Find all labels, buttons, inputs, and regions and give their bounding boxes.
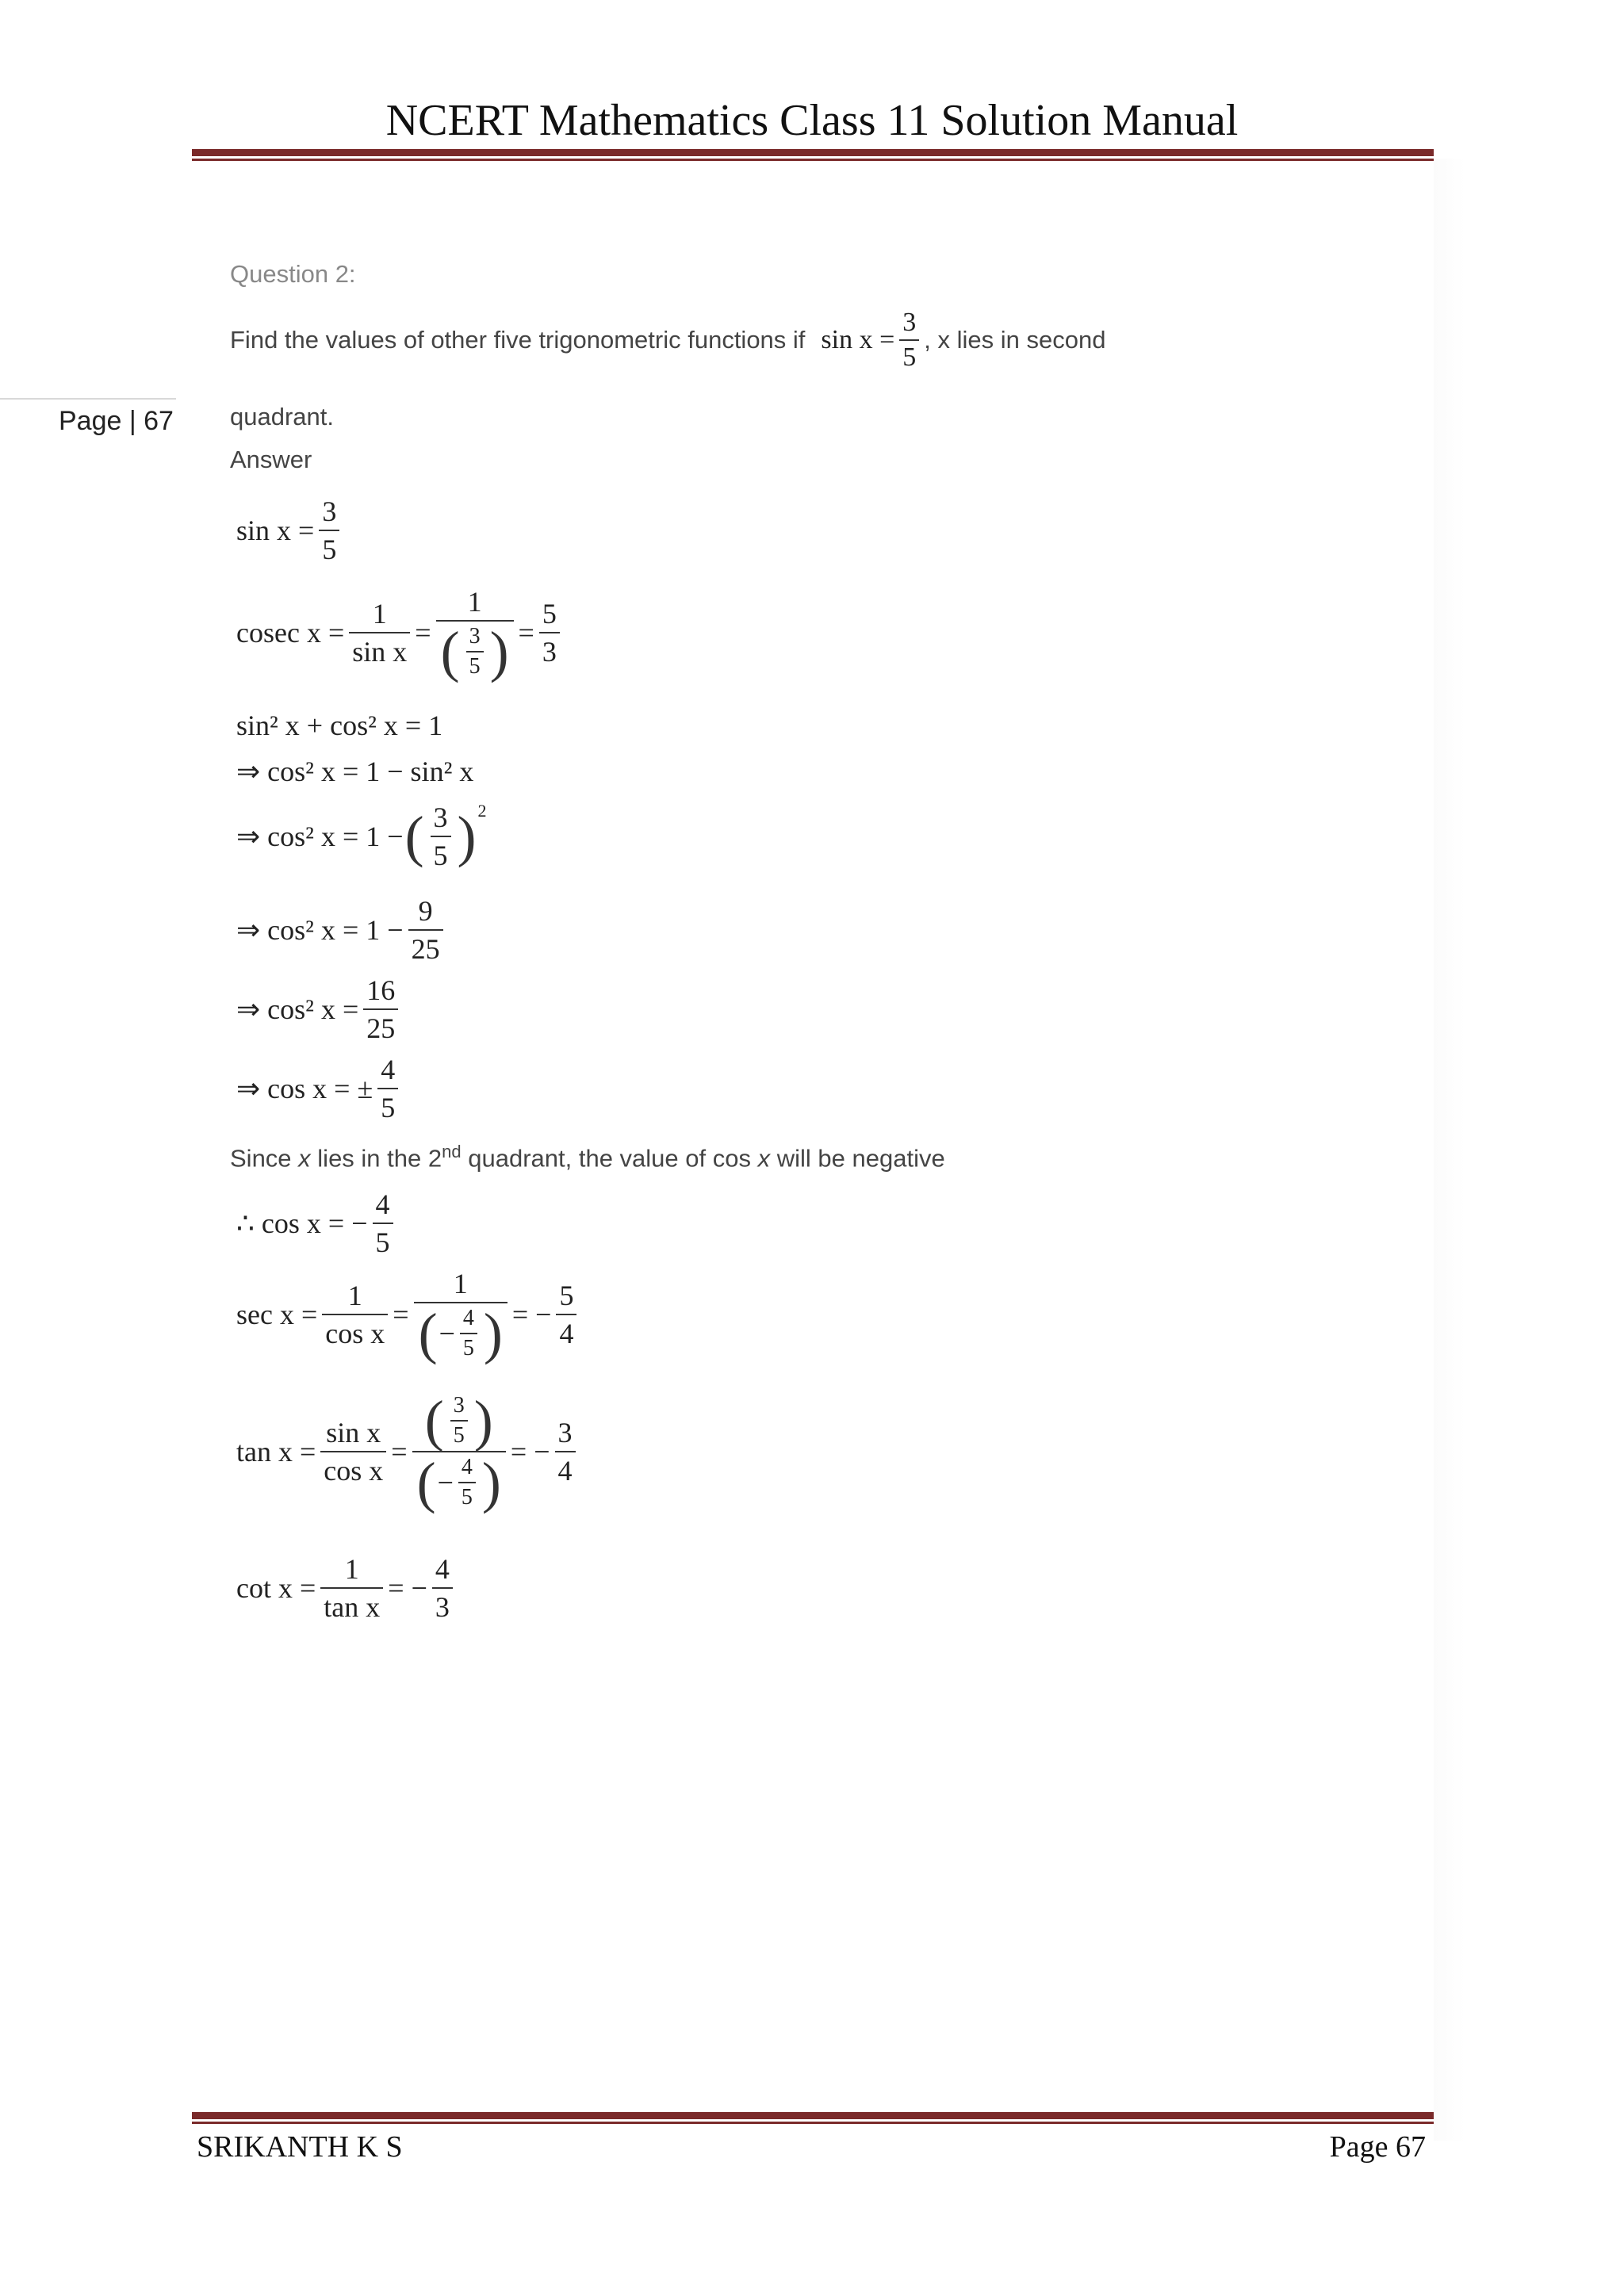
step-identity: sin² x + cos² x = 1 [236,710,443,741]
step-tan: tan x = $\frac{\text{sin x}}{\text{cos x}}$ = ( $\frac{3}{5}$ ) ( − $\frac{4}{5}$ ) = − $\frac{3}{4}$ [236,1392,580,1511]
step-cos-plusminus: ⇒ cos x = ± $\frac{4}{5}$ [236,1053,403,1124]
step-sec: sec x = $\frac{1}{\text{cos x}}$ = 1 ( − $\frac{4}{5}$ ) = − $\frac{5}{4}$ [236,1267,581,1362]
margin-divider [0,398,176,400]
step-cot: cot x = $\frac{1}{\text{tan x}}$ = − $\frac{4}{3}$ [236,1552,458,1624]
step-cos-squared: ⇒ cos² x = 1 − sin² x [236,756,474,787]
step-cos-squared-nine: ⇒ cos² x = 1 − $\frac{9}{25}$ [236,894,448,966]
answer-label: Answer [230,446,312,473]
page-header-title: NCERT Mathematics Class 11 Solution Manual [385,96,1239,145]
question-text-before: Find the values of other five trigonometric functions if [230,326,806,354]
step-cosec: cosec x = $\frac{1}{\text{sin x}}$ = 1 ( $\frac{3}{5}$ ) = $\frac{5}{3}$ [236,585,565,680]
question-text-line2: quadrant. [230,403,334,430]
since-text: Since x lies in the 2nd quadrant, the value of cos x will be negative [230,1142,945,1173]
footer-rule [192,2112,1434,2124]
step-sin: sin x = $\frac{3}{5}$ [236,495,344,566]
given-equation: sin x = $\frac{3}{5}$ [821,308,924,373]
footer-page-number: Page 67 [1329,2130,1426,2164]
question-label: Question 2: [230,260,356,288]
page-shadow [1434,159,1465,2141]
margin-page-label: Page | 67 [59,406,174,436]
question-text [230,308,1105,373]
footer-author: SRIKANTH K S [197,2130,403,2164]
question-text-after: , x lies in second [924,326,1106,354]
header-rule [192,149,1434,161]
step-cos-squared-result: ⇒ cos² x = $\frac{16}{25}$ [236,974,403,1045]
step-cos-squared-sub: ⇒ cos² x = 1 − ( $\frac{3}{5}$ ) $^2$ [236,801,487,871]
step-cos-negative: ∴ cos x = − $\frac{4}{5}$ [236,1188,398,1259]
